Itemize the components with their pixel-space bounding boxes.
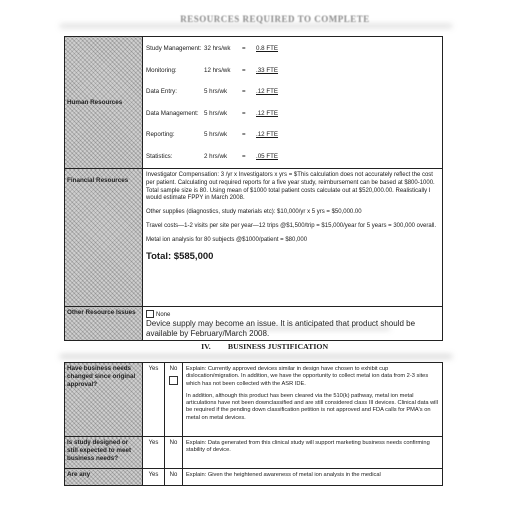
question-label: Are any (67, 471, 91, 478)
financial-content (143, 169, 443, 307)
other-label: Other Resource Issues (67, 309, 136, 316)
hr-hours: 32 hrs/wk (204, 45, 231, 52)
hr-name: Data Management: (146, 109, 199, 117)
explain-cell (183, 469, 443, 486)
question-cell (65, 437, 143, 469)
justification-row (65, 469, 443, 486)
hr-row (143, 81, 442, 103)
hr-hours: 5 hrs/wk (204, 88, 228, 96)
financial-paragraph: Other supplies (diagnostics, study materials etc): $10,000/yr x 5 yrs = $50,000.00 (146, 209, 362, 216)
human-resources-label: Human Resources (67, 98, 123, 106)
hr-fte: .12 FTE (256, 131, 279, 139)
hr-row (143, 38, 442, 60)
human-resources-content (143, 37, 443, 169)
yes-label: Yes (148, 472, 159, 478)
hr-fte: 0.8 FTE (256, 45, 279, 52)
explain-cell (183, 437, 443, 469)
no-label: No (169, 366, 178, 372)
explain-text: In addition, although this product has been cleared via the 510(k) pathway, metal ion metal articulations have not been downclassified and are still considered class III devices. Clinical data will be required if the pending down classification petition is not approved and FDA calls for PMA's on metal on metal devices. (186, 392, 438, 421)
scan-shadow (60, 24, 452, 28)
no-label: No (169, 472, 178, 478)
no-label: No (169, 440, 178, 446)
section-title: BUSINESS JUSTIFICATION (227, 342, 329, 351)
other-text: Device supply may become an issue. It is anticipated that product should be available by February/March 2008. (146, 319, 416, 338)
none-checkbox[interactable] (146, 310, 154, 318)
scan-shadow (150, 326, 390, 330)
top-heading: RESOURCES REQUIRED TO COMPLETE (180, 14, 370, 24)
yes-label: Yes (148, 440, 159, 446)
question-label: Have business needs changed since original approval? (67, 365, 136, 388)
hr-hours: 5 hrs/wk (204, 131, 228, 139)
financial-paragraph: Metal ion analysis for 80 subjects @$1000/patient = $80,000 (146, 236, 308, 243)
hr-hours: 12 hrs/wk (204, 66, 231, 74)
scan-shadow (60, 354, 452, 359)
hr-fte: .12 FTE (256, 109, 279, 117)
human-resources-label-cell (65, 37, 143, 169)
hr-row (143, 124, 442, 146)
human-resources-row (65, 37, 443, 169)
no-cell (165, 363, 183, 437)
resources-table (64, 36, 443, 341)
financial-paragraph: Investigator Compensation: 3 /yr x Investigators x yrs = $This calculation does not accurately reflect the cost per patient. Calculating out required reports for a five year study, reimbursement can be based at $800-1000. Total sample size is 80. Using mean of $1000 total patient costs calculate out at $520,000.00. Realistically I would estimate FPPY in March 2008. (146, 172, 435, 202)
financial-label: Financial Resources (67, 177, 129, 184)
hr-fte: .12 FTE (256, 88, 279, 96)
hr-fte: .05 FTE (256, 152, 279, 160)
no-cell (165, 437, 183, 469)
hr-equals: = (242, 131, 246, 139)
other-content (143, 307, 443, 341)
hr-equals: = (242, 88, 246, 96)
financial-paragraph: Travel costs—1-2 visits per site per year—12 trips @$1,500/trip = $15,000/year for 5 years = 300,000 overall. (146, 222, 437, 229)
other-resources-row (65, 307, 443, 341)
business-justification-table (64, 362, 443, 486)
yes-cell (143, 437, 165, 469)
question-cell (65, 469, 143, 486)
explain-text: Explain: Data generated from this clinical study will support marketing business needs confirming stability of device. (186, 440, 430, 454)
hr-equals: = (242, 45, 246, 52)
justification-row (65, 437, 443, 469)
hr-name: Data Entry: (146, 88, 177, 96)
question-label: Is study designed or still expected to meet business needs? (67, 439, 132, 462)
hr-row (143, 146, 442, 168)
question-cell (65, 363, 143, 437)
hr-name: Study Management: (146, 45, 202, 52)
financial-label-cell (65, 169, 143, 307)
hr-hours: 2 hrs/wk (204, 152, 228, 160)
hr-name: Reporting: (146, 131, 175, 139)
hr-fte: .33 FTE (256, 66, 279, 74)
hr-equals: = (242, 66, 246, 74)
hr-row (143, 60, 442, 82)
explain-text: Explain: Currently approved devices similar in design have chosen to exhibit cup dislocation/migration. In addition, we have the opportunity to collect metal ion data from 2-3 sites which has not been collected with the ASR IDE. (186, 366, 429, 387)
explain-text: Explain: Given the heightened awareness of metal ion analysis in the medical (186, 472, 381, 478)
yes-cell (143, 469, 165, 486)
none-checkbox-label: None (156, 312, 171, 318)
hr-row (143, 103, 442, 125)
section-number: IV. (201, 342, 211, 351)
explain-cell (183, 363, 443, 437)
justification-row (65, 363, 443, 437)
hr-name: Monitoring: (146, 66, 177, 74)
other-label-cell (65, 307, 143, 341)
hr-hours: 5 hrs/wk (204, 109, 228, 117)
financial-resources-row (65, 169, 443, 307)
yes-label: Yes (148, 366, 159, 372)
financial-total: Total: $585,000 (146, 250, 214, 262)
hr-name: Statistics: (146, 152, 173, 160)
hr-equals: = (242, 109, 246, 117)
yes-cell (143, 363, 165, 437)
section-heading (0, 342, 512, 351)
no-checkbox[interactable] (169, 376, 178, 385)
hr-equals: = (242, 152, 246, 160)
no-cell (165, 469, 183, 486)
